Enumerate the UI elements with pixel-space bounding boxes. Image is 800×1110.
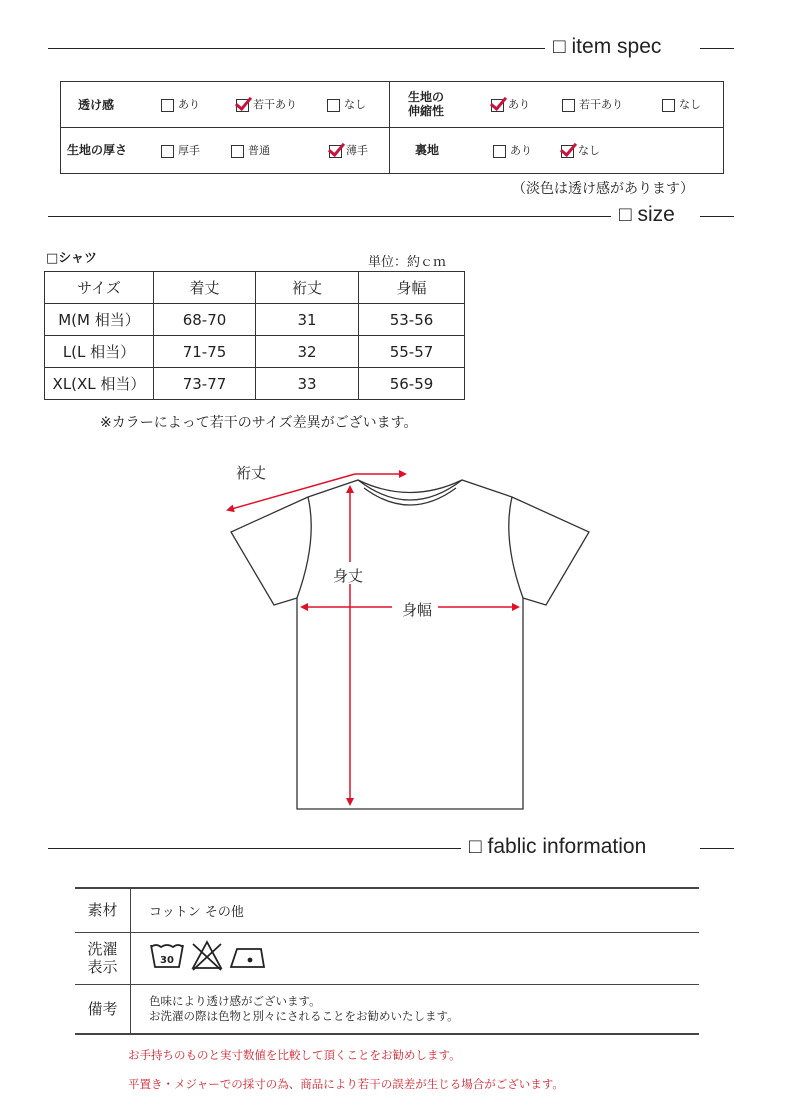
option-label: 薄手 bbox=[346, 144, 368, 157]
table-cell: 31 bbox=[256, 304, 359, 336]
wash-temp-text: 30 bbox=[160, 955, 174, 966]
table-cell: 68-70 bbox=[154, 304, 256, 336]
table-header-row bbox=[45, 272, 465, 304]
spec-option bbox=[236, 96, 297, 112]
checked-checkbox-icon bbox=[236, 99, 249, 112]
table-header: 裄丈 bbox=[256, 272, 359, 304]
option-label: あり bbox=[508, 98, 530, 111]
table-cell: M(M 相当） bbox=[45, 304, 154, 336]
checked-checkbox-icon bbox=[561, 145, 574, 158]
checkbox-icon bbox=[562, 99, 575, 112]
spec-option bbox=[662, 96, 701, 112]
table-cell: 32 bbox=[256, 336, 359, 368]
fabric-rule-left bbox=[48, 848, 461, 849]
spec-option bbox=[329, 142, 368, 158]
care-symbols bbox=[149, 939, 289, 973]
spec-option bbox=[327, 96, 366, 112]
care-label: 洗濯 表示 bbox=[87, 940, 118, 976]
option-label: 若干あり bbox=[253, 98, 297, 111]
fabric-title: □ fablic information bbox=[469, 835, 647, 858]
option-label: なし bbox=[578, 144, 600, 157]
table-row bbox=[45, 336, 465, 368]
spec-label-stretch-text: 生地の 伸縮性 bbox=[408, 90, 445, 118]
table-cell: 33 bbox=[256, 368, 359, 400]
table-cell: 56-59 bbox=[359, 368, 465, 400]
size-item-title: □シャツ bbox=[46, 251, 98, 266]
spec-option bbox=[231, 142, 270, 158]
checkbox-icon bbox=[161, 145, 174, 158]
label-length: 身丈 bbox=[333, 567, 364, 585]
footer-note-2: 平置き・メジャーでの採寸の為、商品により若干の誤差が生じる場合がございます。 bbox=[128, 1077, 564, 1091]
checkbox-icon bbox=[493, 145, 506, 158]
label-width: 身幅 bbox=[402, 601, 433, 619]
material-label: 素材 bbox=[75, 888, 131, 932]
item-spec-title: □ item spec bbox=[553, 35, 662, 58]
footer-note-1: お手持ちのものと実寸数値を比較して頂くことをお勧めします。 bbox=[128, 1048, 461, 1062]
checked-checkbox-icon bbox=[491, 99, 504, 112]
item-spec-rule-left bbox=[48, 48, 545, 49]
size-rule-left bbox=[48, 216, 611, 217]
checked-checkbox-icon bbox=[329, 145, 342, 158]
size-title: □ size bbox=[619, 203, 675, 226]
table-cell: 53-56 bbox=[359, 304, 465, 336]
spec-option bbox=[562, 96, 623, 112]
option-label: 厚手 bbox=[178, 144, 200, 157]
size-note: ※カラーによって若干のサイズ差異がございます。 bbox=[100, 415, 418, 431]
spec-label-stretch bbox=[408, 90, 444, 118]
option-label: あり bbox=[178, 98, 200, 111]
care-label-cell bbox=[75, 932, 131, 984]
table-row bbox=[75, 984, 699, 1034]
table-row bbox=[45, 304, 465, 336]
option-label: あり bbox=[510, 144, 532, 157]
table-header: 身幅 bbox=[359, 272, 465, 304]
table-cell: XL(XL 相当） bbox=[45, 368, 154, 400]
wash-30-icon bbox=[151, 945, 183, 967]
checkbox-icon bbox=[327, 99, 340, 112]
spec-option bbox=[493, 142, 532, 158]
table-cell: 71-75 bbox=[154, 336, 256, 368]
option-label: 若干あり bbox=[579, 98, 623, 111]
table-cell: 73-77 bbox=[154, 368, 256, 400]
table-row bbox=[45, 368, 465, 400]
remarks-value bbox=[131, 984, 700, 1034]
checkbox-icon bbox=[161, 99, 174, 112]
low-iron-icon bbox=[231, 949, 264, 967]
table-header: 着丈 bbox=[154, 272, 256, 304]
size-rule-right bbox=[700, 216, 734, 217]
spec-option bbox=[491, 96, 530, 112]
checkbox-icon bbox=[231, 145, 244, 158]
label-sleeve: 裄丈 bbox=[236, 464, 267, 482]
option-label: 普通 bbox=[248, 144, 270, 157]
tshirt-diagram bbox=[200, 450, 620, 830]
option-label: なし bbox=[679, 98, 701, 111]
table-row bbox=[75, 932, 699, 984]
fabric-rule-right bbox=[700, 848, 734, 849]
material-value: コットン その他 bbox=[131, 888, 700, 932]
spec-option bbox=[161, 96, 200, 112]
remarks-label: 備考 bbox=[75, 984, 131, 1034]
spec-label-lining: 裏地 bbox=[415, 143, 440, 157]
size-unit: 単位：約ｃｍ bbox=[368, 255, 447, 270]
spec-label-transparency: 透け感 bbox=[78, 98, 115, 112]
spec-option bbox=[561, 142, 600, 158]
remarks-line: お洗濯の際は色物と別々にされることをお勧めいたします。 bbox=[149, 1008, 459, 1023]
spec-table bbox=[60, 81, 724, 174]
spec-divider-horizontal bbox=[61, 127, 723, 128]
table-row bbox=[75, 888, 699, 932]
table-cell: 55-57 bbox=[359, 336, 465, 368]
option-label: なし bbox=[344, 98, 366, 111]
fabric-table bbox=[75, 887, 699, 1035]
table-header: サイズ bbox=[45, 272, 154, 304]
item-spec-rule-right bbox=[700, 48, 734, 49]
table-cell: L(L 相当） bbox=[45, 336, 154, 368]
spec-option bbox=[161, 142, 200, 158]
checkbox-icon bbox=[662, 99, 675, 112]
no-bleach-icon bbox=[193, 942, 221, 970]
tshirt-outline bbox=[231, 480, 589, 809]
remarks-line: 色味により透け感がございます。 bbox=[149, 993, 321, 1008]
spec-label-thickness: 生地の厚さ bbox=[67, 143, 128, 157]
size-table bbox=[44, 271, 465, 400]
transparency-note: （淡色は透け感があります） bbox=[512, 181, 694, 197]
care-icons bbox=[131, 932, 700, 984]
